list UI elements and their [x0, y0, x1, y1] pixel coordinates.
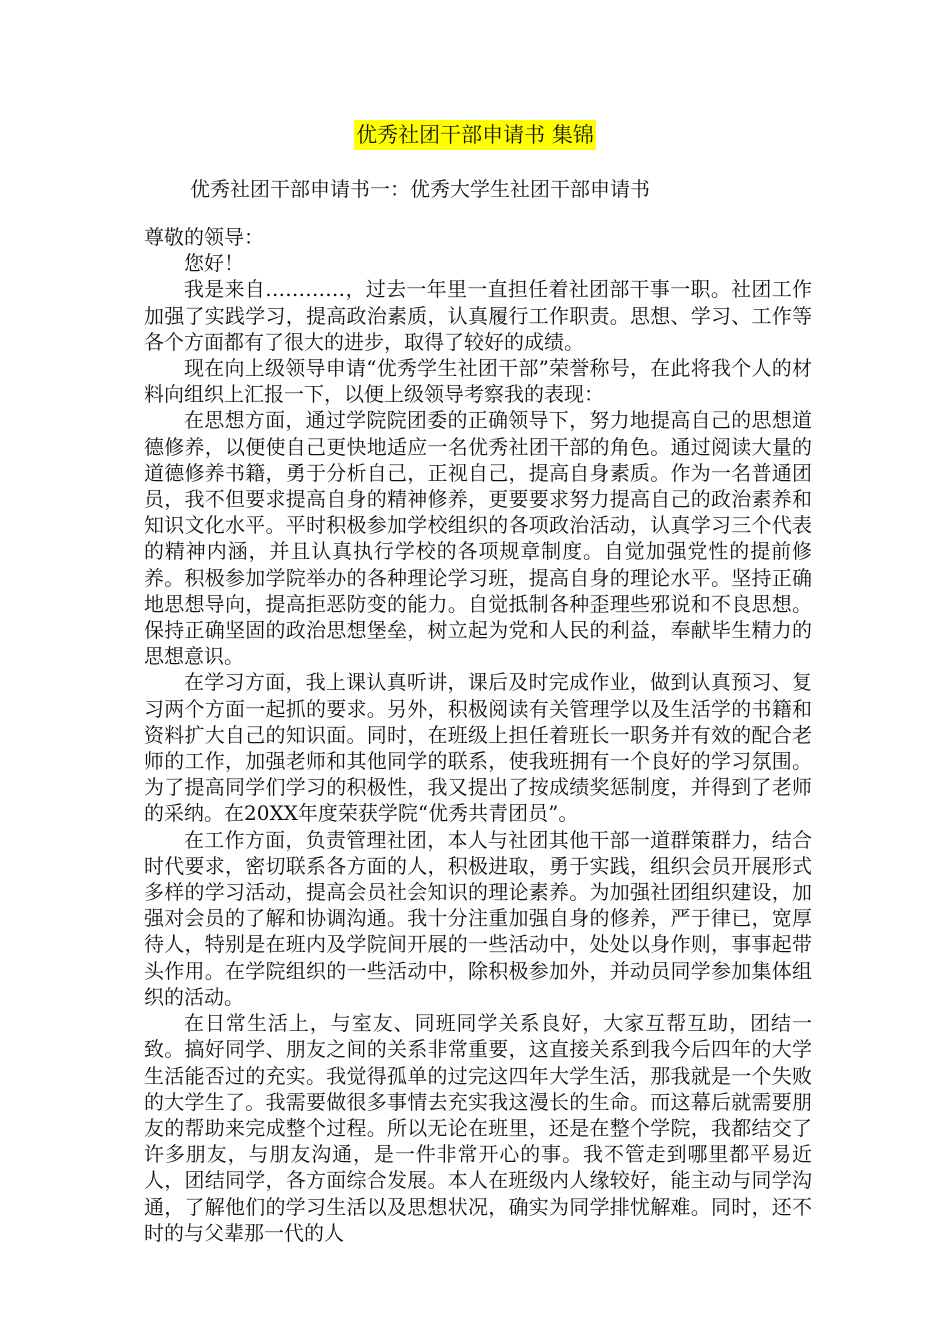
- salutation: 尊敬的领导：: [144, 225, 264, 249]
- paragraph-application: 现在向上级领导申请“优秀学生社团干部”荣誉称号，在此将我个人的材料向组织上汇报一下，以便上级领导考察我的表现：: [144, 356, 812, 407]
- paragraph-study: 在学习方面，我上课认真听讲，课后及时完成作业，做到认真预习、复习两个方面一起抓的要求。另外，积极阅读有关管理学以及生活学的书籍和资料扩大自己的知识面。同时，在班级上担任着班长一职务并有效的配合老师的工作，加强老师和其他同学的联系，使我班拥有一个良好的学习氛围。为了提高同学们学习的积极性，我又提出了按成绩奖惩制度，并得到了老师的采纳。在20XX年度荣获学院“优秀共青团员”。: [144, 670, 812, 826]
- document-title: 优秀社团干部申请书 集锦: [354, 120, 596, 150]
- document-body: [144, 224, 812, 1246]
- document-subtitle: 优秀社团干部申请书一：优秀大学生社团干部申请书: [190, 177, 650, 201]
- paragraph-work: 在工作方面，负责管理社团，本人与社团其他干部一道群策群力，结合时代要求，密切联系各方面的人，积极进取，勇于实践，组织会员开展形式多样的学习活动，提高会员社会知识的理论素养。为加强社团组织建设，加强对会员的了解和协调沟通。我十分注重加强自身的修养，严于律已，宽厚待人，特别是在班内及学院间开展的一些活动中，处处以身作则，事事起带头作用。在学院组织的一些活动中，除积极参加外，并动员同学参加集体组织的活动。: [144, 827, 812, 1009]
- title-container: [0, 120, 950, 150]
- paragraph-daily-life: 在日常生活上，与室友、同班同学关系良好，大家互帮互助，团结一致。搞好同学、朋友之间的关系非常重要，这直接关系到我今后四年的大学生活能否过的充实。我觉得孤单的过完这四年大学生活，那我就是一个失败的大学生了。我需要做很多事情去充实我这漫长的生命。而这幕后就需要朋友的帮助来完成整个过程。所以无论在班里，还是在整个学院，我都结交了许多朋友，与朋友沟通，是一件非常开心的事。我不管走到哪里都平易近人，团结同学，各方面综合发展。本人在班级内人缘较好，能主动与同学沟通，了解他们的学习生活以及思想状况，确实为同学排忧解难。同时，还不时的与父辈那一代的人: [144, 1011, 812, 1245]
- paragraph-intro: 我是来自…………，过去一年里一直担任着社团部干事一职。社团工作加强了实践学习，提高政治素质，认真履行工作职责。思想、学习、工作等各个方面都有了很大的进步，取得了较好的成绩。: [144, 277, 812, 354]
- paragraph-thought: 在思想方面，通过学院院团委的正确领导下，努力地提高自己的思想道德修养，以便使自己更快地适应一名优秀社团干部的角色。通过阅读大量的道德修养书籍，勇于分析自己，正视自己，提高自身素质。作为一名普通团员，我不但要求提高自身的精神修养，更要要求努力提高自己的政治素养和知识文化水平。平时积极参加学校组织的各项政治活动，认真学习三个代表的精神内涵，并且认真执行学校的各项规章制度。自觉加强党性的提前修养。积极参加学院举办的各种理论学习班，提高自身的理论水平。坚持正确地思想导向，提高拒恶防变的能力。自觉抵制各种歪理些邪说和不良思想。保持正确坚固的政治思想堡垒，树立起为党和人民的利益，奉献毕生精力的思想意识。: [144, 408, 812, 669]
- greeting: 您好！: [184, 251, 244, 276]
